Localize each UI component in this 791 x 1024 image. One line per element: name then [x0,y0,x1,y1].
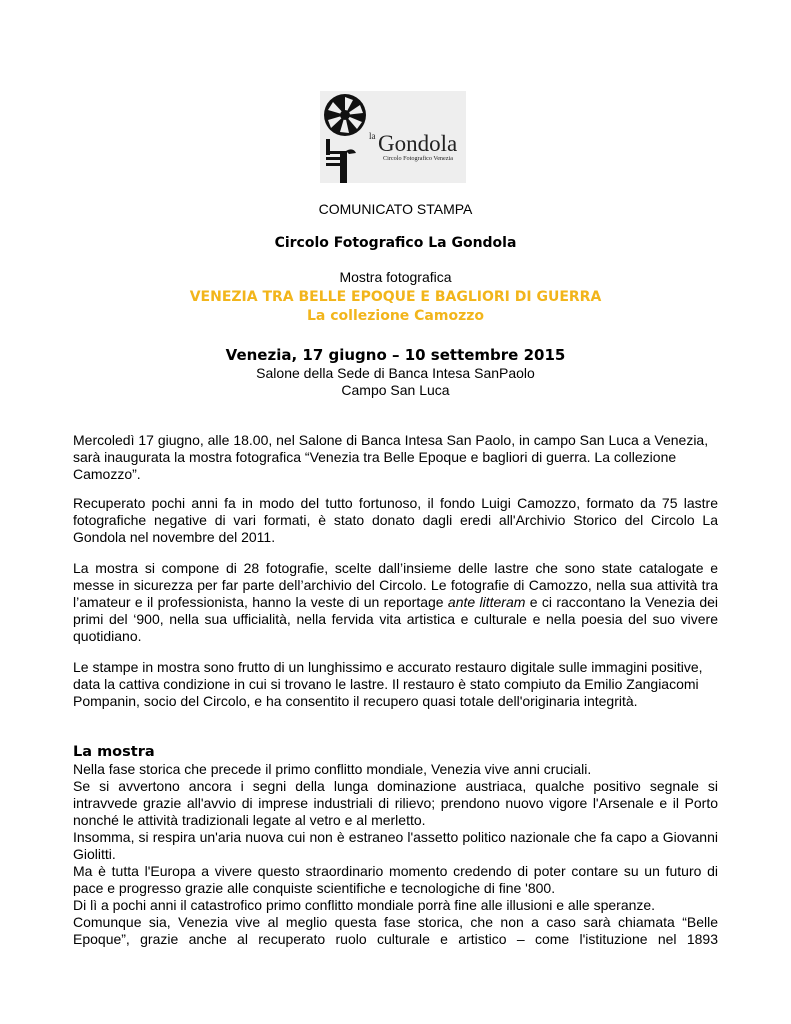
section-line-5: Di lì a pochi anni il catastrofico primo conflitto mondiale porrà fine alle illusioni e alle speranze. [73,897,656,913]
paragraph-1 [73,432,718,483]
gondola-prow-icon [326,139,356,183]
exhibition-title: VENEZIA TRA BELLE EPOQUE E BAGLIORI DI GUERRA [189,289,602,305]
aperture-icon [324,94,366,136]
paragraph-2-text: Recuperato pochi anni fa in modo del tutto fortunoso, il fondo Luigi Camozzo, formato da 75 lastre fotografiche negative di vari formati, è stato donato dagli eredi all'Archivio Storico del Circolo La Gondola nel novembre del 2011. [73,495,718,545]
logo-name: Gondola [378,131,458,156]
section-line-3: Insomma, si respira un'aria nuova cui non è estraneo l'assetto politico nazionale che fa capo a Giovanni Giolitti. [73,829,718,862]
logo [320,91,466,183]
section-heading: La mostra [73,744,155,760]
paragraph-3 [73,560,718,645]
exhibition-type: Mostra fotografica [339,269,452,285]
place: Campo San Luca [341,382,450,398]
section-line-6: Comunque sia, Venezia vive al meglio questa fase storica, che non a caso sarà chiamata “Belle Epoque”, grazie anche al recuperato ruolo culturale e artistico – come l'istituzione nel 1893 [73,914,718,947]
section-line-1: Nella fase storica che precede il primo conflitto mondiale, Venezia vive anni cruciali. [73,761,592,777]
paragraph-4-text: Le stampe in mostra sono frutto di un lunghissimo e accurato restauro digitale sulle immagini positive, data la cattiva condizione in cui si trovano le lastre. Il restauro è stato compiuto da Emilio Zangiacomi Pompanin, socio del Circolo, e ha consentito il recupero quasi totale dell'originaria integrità. [73,659,703,709]
dates: Venezia, 17 giugno – 10 settembre 2015 [225,346,566,364]
venue: Salone della Sede di Banca Intesa SanPaolo [256,365,535,381]
section-line-2: Se si avvertono ancora i segni della lunga dominazione austriaca, qualche positivo segnale si intravvede grazie all'avvio di imprese industriali di rilievo; prendono nuovo vigore l'Arsenale e il Porto nonché le attività tradizionali legate al vetro e al merletto. [73,778,718,828]
organizer: Circolo Fotografico La Gondola [274,235,517,251]
paragraph-3-text [73,560,718,645]
logo-la: la [369,131,376,141]
paragraph-3-emphasis: ante litteram [447,594,526,610]
section-line-4: Ma è tutta l'Europa a vivere questo straordinario momento credendo di poter contare su un futuro di pace e progresso grazie alle conquiste scientifiche e tecnologiche di fine '800. [73,863,718,896]
paragraph-2 [73,495,718,546]
paragraph-3-a: La mostra si compone di 28 fotografie, scelte dall’insieme delle lastre che sono state catalogate e messe in sicurezza per far parte dell’archivio del Circolo. Le fotografie di Camozzo, nella sua attività tra l’amateur e il professionista, hanno la veste di un reportage [73,560,718,610]
exhibition-subtitle: La collezione Camozzo [307,308,484,324]
paragraph-1-text: Mercoledì 17 giugno, alle 18.00, nel Salone di Banca Intesa San Paolo, in campo San Luca a Venezia, sarà inaugurata la mostra fotografica “Venezia tra Belle Epoque e bagliori di guerra. La collezione Camozzo”. [73,432,709,482]
gondola-logo-icon [320,91,466,183]
logo-subtitle: Circolo Fotografico Venezia [383,155,453,162]
section-body [73,761,718,948]
kicker: COMUNICATO STAMPA [318,201,473,217]
paragraph-3-b: e ci raccontano la Venezia dei primi del ‘900, nella sua ufficialità, nella fervida vita artistica e culturale e nella poesia del suo vivere quotidiano. [73,594,718,644]
paragraph-4 [73,659,718,710]
